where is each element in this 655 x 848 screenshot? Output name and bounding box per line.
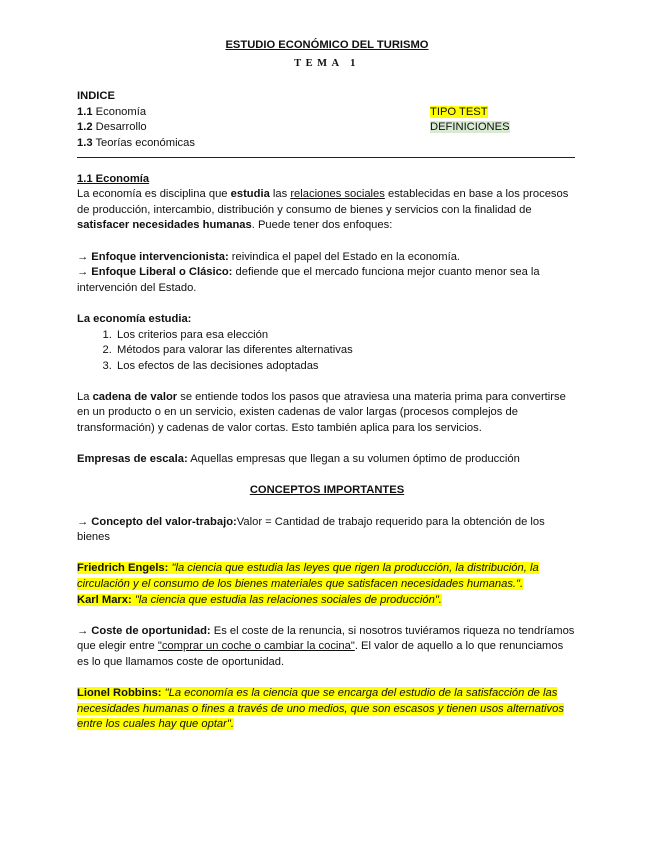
document-subtitle: TEMA 1 [294, 57, 360, 69]
index-item: 1.3 Teorías económicas [77, 136, 195, 149]
estudia-heading: La economía estudia: [77, 312, 192, 325]
enfoque-intervencionista: → Enfoque intervencionista: reivindica el papel del Estado en la economía. [77, 250, 461, 263]
index-tags [430, 105, 510, 136]
section-heading: 1.1 Economía [77, 172, 150, 185]
empresas-escala: Empresas de escala: Aquellas empresas que llegan a su volumen óptimo de producción [77, 453, 520, 466]
index-item: 1.2 Desarrollo [77, 121, 147, 134]
marx-quote: Karl Marx: "la ciencia que estudia las relaciones sociales de producción". [77, 593, 442, 606]
tag-definiciones: DEFINICIONES [430, 121, 510, 134]
document-page [77, 38, 577, 733]
list-item: 2. Métodos para valorar las diferentes alternativas [115, 343, 577, 359]
estudia-list [77, 328, 577, 375]
economia-section [77, 172, 577, 733]
list-item: 1. Los criterios para esa elección [115, 328, 577, 344]
index-item: 1.1 Economía [77, 105, 147, 118]
index-heading: INDICE [77, 90, 115, 103]
cadena-paragraph: La cadena de valor se entiende todos los pasos que atraviesa una materia prima para convertirse en un producto o en un servicio, existen cadenas de valor largas (procesos complejos de transformación) y cadenas de valor cortas. Esto también aplica para los servicios. [77, 390, 566, 435]
concepto-valor-trabajo: → Concepto del valor-trabajo:Valor = Cantidad de trabajo requerido para la obtención de los bienes [77, 515, 545, 544]
list-item: 3. Los efectos de las decisiones adoptadas [115, 359, 577, 375]
engels-quote: Friedrich Engels: "la ciencia que estudia las leyes que rigen la producción, la distribución, la circulación y el consumo de los bienes materiales que satisfacen necesidades humanas.". [77, 562, 539, 590]
document-title: ESTUDIO ECONÓMICO DEL TURISMO [225, 39, 429, 51]
index-section [77, 89, 577, 151]
conceptos-heading: CONCEPTOS IMPORTANTES [249, 484, 405, 497]
divider-line [77, 157, 575, 158]
coste-oportunidad: → Coste de oportunidad: Es el coste de la renuncia, si nosotros tuviéramos riqueza no tendríamos que elegir entre "comprar un coche o cambiar la cocina". El valor de aquello a lo que renunciamos es lo que llamamos coste de oportunidad. [77, 624, 575, 668]
economia-paragraph: La economía es disciplina que estudia las relaciones sociales establecidas en base a los procesos de producción, intercambio, distribución y consumo de bienes y servicios con la finalidad de satisfacer necesidades humanas. Puede tener dos enfoques: [77, 188, 569, 232]
robbins-quote: Lionel Robbins: "La economía es la ciencia que se encarga del estudio de la satisfacción de las necesidades humanas o fines a través de uno medios, que son escasos y tienen usos alternativos entre los cuales hay que optar". [77, 687, 564, 731]
enfoque-liberal: → Enfoque Liberal o Clásico: defiende que el mercado funciona mejor cuanto menor sea la intervención del Estado. [77, 266, 540, 294]
tag-tipo-test: TIPO TEST [430, 105, 488, 118]
